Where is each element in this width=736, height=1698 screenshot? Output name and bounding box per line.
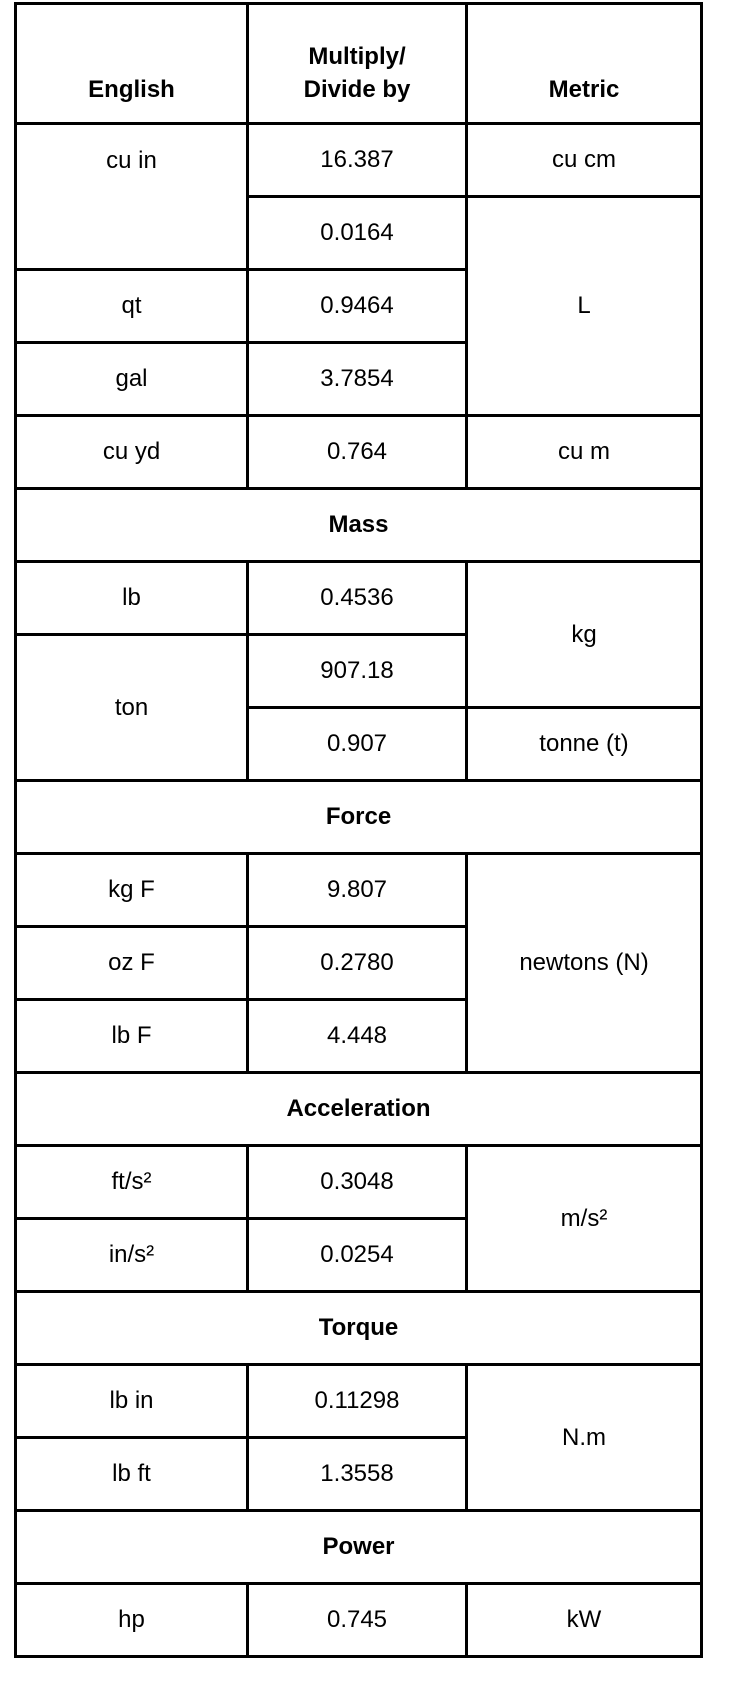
english-unit: hp bbox=[16, 1584, 248, 1657]
section-title-torque: Torque bbox=[16, 1292, 702, 1365]
conversion-factor: 907.18 bbox=[248, 635, 467, 708]
table-row bbox=[16, 1584, 702, 1657]
metric-unit: cu cm bbox=[467, 124, 702, 197]
english-unit: qt bbox=[16, 270, 248, 343]
conversion-factor: 16.387 bbox=[248, 124, 467, 197]
metric-unit: tonne (t) bbox=[467, 708, 702, 781]
table-row bbox=[16, 854, 702, 927]
table-row bbox=[16, 124, 702, 197]
section-row bbox=[16, 489, 702, 562]
header-factor bbox=[248, 4, 467, 124]
conversion-table bbox=[14, 2, 703, 1658]
metric-unit: kW bbox=[467, 1584, 702, 1657]
english-unit: cu in bbox=[16, 124, 248, 270]
conversion-factor: 0.907 bbox=[248, 708, 467, 781]
conversion-factor: 0.0254 bbox=[248, 1219, 467, 1292]
english-unit: lb in bbox=[16, 1365, 248, 1438]
header-metric: Metric bbox=[467, 4, 702, 124]
conversion-factor: 0.9464 bbox=[248, 270, 467, 343]
section-row bbox=[16, 1511, 702, 1584]
section-title-mass: Mass bbox=[16, 489, 702, 562]
english-unit: gal bbox=[16, 343, 248, 416]
table-row bbox=[16, 562, 702, 635]
conversion-factor: 1.3558 bbox=[248, 1438, 467, 1511]
section-title-power: Power bbox=[16, 1511, 702, 1584]
conversion-factor: 9.807 bbox=[248, 854, 467, 927]
english-unit: ft/s² bbox=[16, 1146, 248, 1219]
english-unit: in/s² bbox=[16, 1219, 248, 1292]
header-english: English bbox=[16, 4, 248, 124]
table-row bbox=[16, 1146, 702, 1219]
conversion-factor: 0.4536 bbox=[248, 562, 467, 635]
english-unit: lb F bbox=[16, 1000, 248, 1073]
metric-unit: cu m bbox=[467, 416, 702, 489]
metric-unit: newtons (N) bbox=[467, 854, 702, 1073]
metric-unit: N.m bbox=[467, 1365, 702, 1511]
section-title-force: Force bbox=[16, 781, 702, 854]
english-unit: lb bbox=[16, 562, 248, 635]
header-factor-line2: Divide by bbox=[303, 76, 411, 103]
metric-unit: m/s² bbox=[467, 1146, 702, 1292]
header-row bbox=[16, 4, 702, 124]
metric-unit: L bbox=[467, 197, 702, 416]
conversion-factor: 0.11298 bbox=[248, 1365, 467, 1438]
english-unit: cu yd bbox=[16, 416, 248, 489]
english-unit: lb ft bbox=[16, 1438, 248, 1511]
section-row bbox=[16, 781, 702, 854]
conversion-factor: 0.745 bbox=[248, 1584, 467, 1657]
conversion-factor: 0.3048 bbox=[248, 1146, 467, 1219]
table-row bbox=[16, 1365, 702, 1438]
section-row bbox=[16, 1073, 702, 1146]
english-unit: ton bbox=[16, 635, 248, 781]
table-row bbox=[16, 416, 702, 489]
section-row bbox=[16, 1292, 702, 1365]
section-title-acceleration: Acceleration bbox=[16, 1073, 702, 1146]
english-unit: oz F bbox=[16, 927, 248, 1000]
conversion-factor: 4.448 bbox=[248, 1000, 467, 1073]
conversion-factor: 3.7854 bbox=[248, 343, 467, 416]
header-factor-line1: Multiply/ bbox=[308, 43, 406, 70]
conversion-factor: 0.0164 bbox=[248, 197, 467, 270]
english-unit: kg F bbox=[16, 854, 248, 927]
conversion-factor: 0.764 bbox=[248, 416, 467, 489]
conversion-factor: 0.2780 bbox=[248, 927, 467, 1000]
metric-unit: kg bbox=[467, 562, 702, 708]
